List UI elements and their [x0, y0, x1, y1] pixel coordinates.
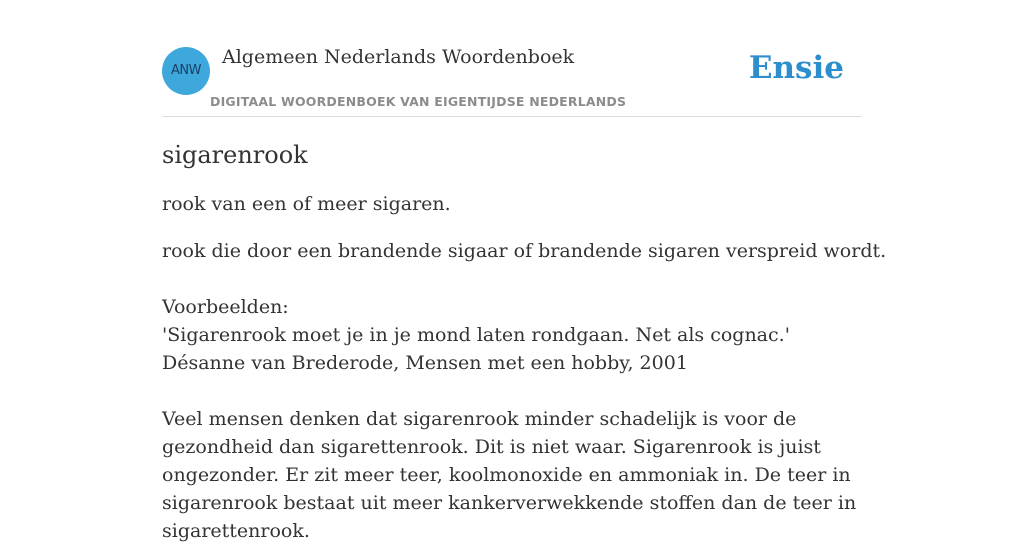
examples-block — [162, 293, 862, 377]
definition-short: rook van een of meer sigaren. — [162, 193, 451, 215]
site-title[interactable]: Algemeen Nederlands Woordenboek — [222, 46, 575, 68]
entry-word: sigarenrook — [162, 141, 308, 169]
entry-content — [162, 138, 887, 545]
site-tagline: DIGITAAL WOORDENBOEK VAN EIGENTIJDSE NEDERLANDS — [210, 94, 627, 109]
header — [162, 40, 862, 117]
examples-label: Voorbeelden: — [162, 296, 289, 318]
example-source: Désanne van Brederode, Mensen met een hobby, 2001 — [162, 352, 688, 374]
ensie-brand-logo[interactable]: Ensie — [748, 50, 844, 86]
entry-note: Veel mensen denken dat sigarenrook minder schadelijk is voor de gezondheid dan sigarettenrook. Dit is niet waar. Sigarenrook is juist ongezonder. Er zit meer teer, koolmonoxide en ammoniak in. De teer in sigarenrook bestaat uit meer kankerverwekkende stoffen dan de teer in sigarettenrook. — [162, 408, 857, 542]
anw-logo[interactable]: ANW — [162, 47, 210, 95]
definition-long: rook die door een brandende sigaar of brandende sigaren verspreid wordt. — [162, 240, 887, 262]
example-quote: 'Sigarenrook moet je in je mond laten rondgaan. Net als cognac.' — [162, 324, 790, 346]
